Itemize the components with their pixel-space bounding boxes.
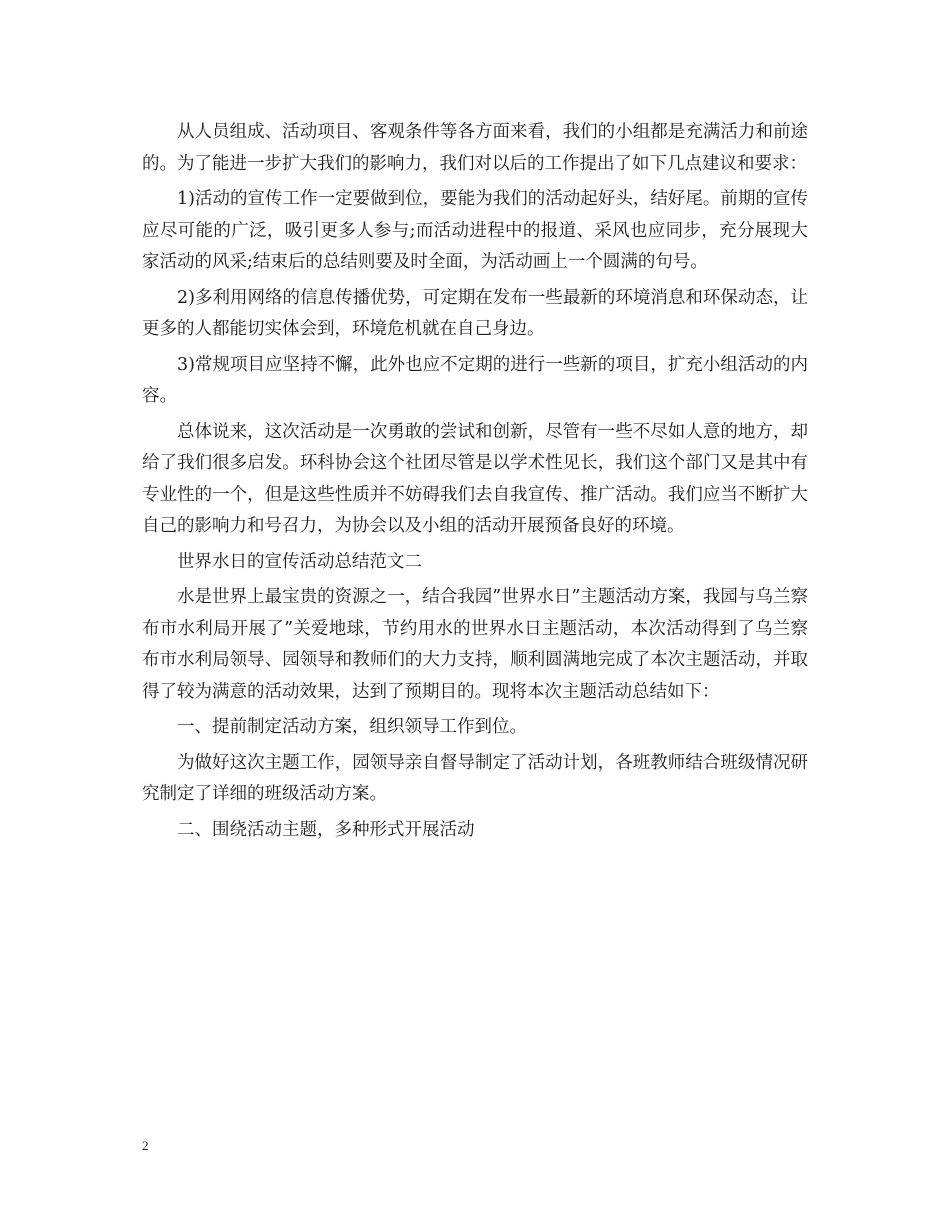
subheading-plan-first: 一、提前制定活动方案，组织领导工作到位。 <box>177 717 527 737</box>
section-heading-sample-two: 世界水日的宣传活动总结范文二 <box>177 551 422 572</box>
paragraph-suggestion-3: 3)常规项目应坚持不懈，此外也应不定期的进行一些新的项目，扩充小组活动的内容。 <box>142 354 808 406</box>
document-body <box>142 117 808 850</box>
page-number: 2 <box>142 1138 149 1153</box>
paragraph-plan-details: 为做好这次主题工作，园领导亲自督导制定了活动计划，各班教师结合班级情况研究制定了详细的班级活动方案。 <box>142 752 808 804</box>
paragraph-suggestion-2: 2)多利用网络的信息传播优势，可定期在发布一些最新的环境消息和环保动态，让更多的人都能切实体会到，环境危机就在自己身边。 <box>142 287 808 339</box>
subheading-activity-forms: 二、围绕活动主题，多种形式开展活动 <box>177 819 475 840</box>
paragraph-suggestions-intro: 从人员组成、活动项目、客观条件等各方面来看，我们的小组都是充满活力和前途的。为了能进一步扩大我们的影响力，我们对以后的工作提出了如下几点建议和要求： <box>142 122 808 174</box>
paragraph-suggestion-1: 1)活动的宣传工作一定要做到位，要能为我们的活动起好头，结好尾。前期的宣传应尽可能的广泛，吸引更多人参与;而活动进程中的报道、采风也应同步，充分展现大家活动的风采;结束后的总结则要及时全面，为活动画上一个圆满的句号。 <box>142 189 808 272</box>
paragraph-overall-summary: 总体说来，这次活动是一次勇敢的尝试和创新，尽管有一些不尽如人意的地方，却给了我们很多启发。环科协会这个社团尽管是以学术性见长，我们这个部门又是其中有专业性的一个，但是这些性质并不妨碍我们去自我宣传、推广活动。我们应当不断扩大自己的影响力和号召力，为协会以及小组的活动开展预备良好的环境。 <box>142 421 808 536</box>
paragraph-water-day-intro: 水是世界上最宝贵的资源之一，结合我园”世界水日”主题活动方案，我园与乌兰察布市水利局开展了”关爱地球，节约用水的世界水日主题活动，本次活动得到了乌兰察布市水利局领导、园领导和教师们的大力支持，顺利圆满地完成了本次主题活动，并取得了较为满意的活动效果，达到了预期目的。现将本次主题活动总结如下： <box>142 587 808 702</box>
